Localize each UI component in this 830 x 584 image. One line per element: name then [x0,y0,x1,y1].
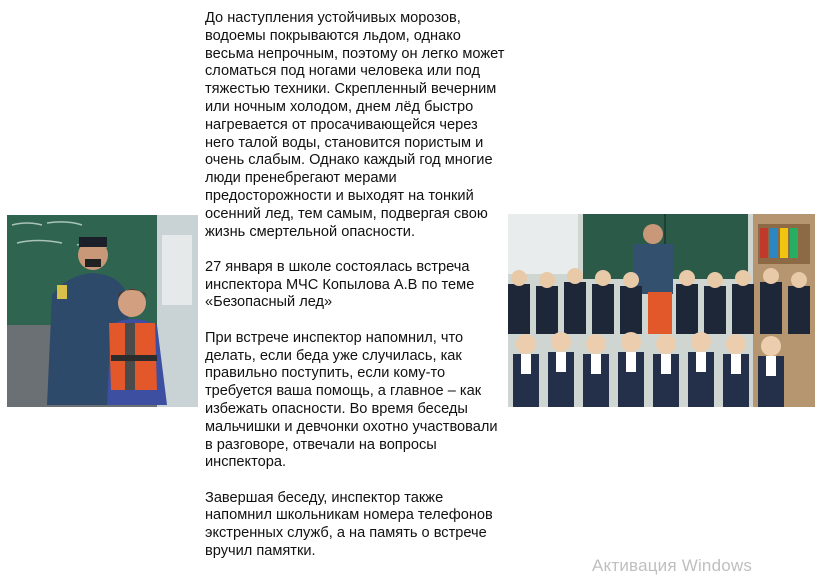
article-paragraph-event: 27 января в школе состоялась встреча инспектора МЧС Копылова А.В по теме «Безопасный лед» [205,258,475,311]
article-paragraph-intro: До наступления устойчивых морозов, водоемы покрываются льдом, однако весьма непрочным, поэтому он легко может сломаться под ногами человека или под тяжестью техники. Скрепленный вечерним или ночным холодом, днем лёд быстро нагревается от просачивающейся через него талой воды, становится пористым и очень слабым. Однако каждый год многие люди пренебрегают мерами предосторожности и выходят на тонкий осенний лед, тем самым, подвергая свою жизнь смертельной опасности. [205,10,505,240]
photo-inspector-with-boy [7,215,198,407]
article-paragraph-closing: Завершая беседу, инспектор также напомнил школьникам номера телефонов экстренных служб, а на память о встрече вручил памятки. [205,489,493,560]
article-paragraph-meeting: При встрече инспектор напомнил, что делать, если беда уже случилась, как правильно поступить, если кому-то требуется ваша помощь, а главное – как избежать опасности. Во время беседы мальчишки и девчонки охотно участвовали в разговоре, отвечали на вопросы инспектора. [205,329,498,471]
article-body [205,10,507,578]
photo-group-of-students [508,214,815,407]
windows-activation-watermark: Активация Windows [592,556,753,575]
